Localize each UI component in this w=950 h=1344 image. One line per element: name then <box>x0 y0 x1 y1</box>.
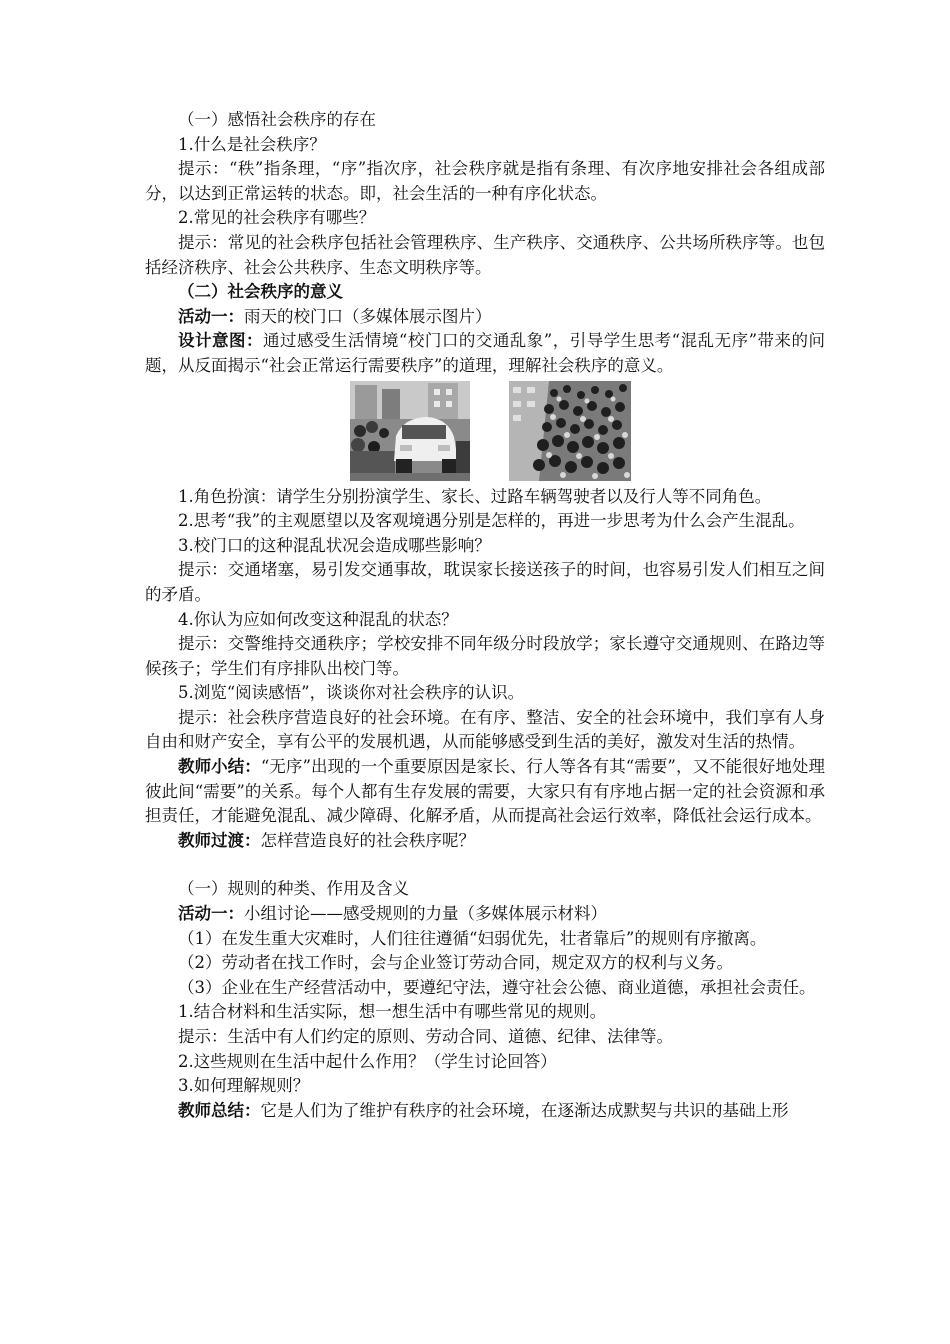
teacher-transition <box>145 829 825 854</box>
item-role-play: 1.角色扮演：请学生分别扮演学生、家长、过路车辆驾驶者以及行人等不同角色。 <box>178 486 772 506</box>
teacher-conclusion <box>145 1099 825 1124</box>
section-heading-significance: （二）社会秩序的意义 <box>178 282 343 302</box>
activity-label: 活动一： <box>178 904 244 924</box>
item-reading-question: 5.浏览“阅读感悟”，谈谈你对社会秩序的认识。 <box>178 683 525 703</box>
section-spacer <box>145 853 825 877</box>
photo-row <box>145 381 825 481</box>
section-heading-existence: （一）感悟社会秩序的存在 <box>178 110 376 129</box>
activity-group-discussion <box>145 902 825 927</box>
item-think-me: 2.思考“我”的主观愿望以及客观境遇分别是怎样的，再进一步思考为什么会产生混乱。 <box>178 511 805 531</box>
activity-label: 活动一： <box>178 306 244 326</box>
design-intent-label: 设计意图： <box>178 331 263 351</box>
section-heading-rules: （一）规则的种类、作用及含义 <box>178 879 409 899</box>
item-impact-question: 3.校门口的这种混乱状况会造成哪些影响？ <box>178 535 491 555</box>
rules-question-common: 1.结合材料和生活实际，想一想生活中有哪些常见的规则。 <box>178 1002 607 1022</box>
material-item: （2）劳动者在找工作时，会与企业签订劳动合同，规定双方的权利与义务。 <box>178 953 733 973</box>
document-body <box>145 108 825 1123</box>
item-change-question: 4.你认为应如何改变这种混乱的状态？ <box>178 609 458 629</box>
teacher-summary-label: 教师小结： <box>178 757 261 777</box>
school-gate-traffic-photo <box>350 381 470 481</box>
teacher-transition-label: 教师过渡： <box>178 830 261 850</box>
question-common-orders: 2.常见的社会秩序有哪些？ <box>178 208 376 228</box>
teacher-conclusion-label: 教师总结： <box>178 1100 261 1120</box>
design-intent <box>145 329 825 378</box>
crowded-street-photo <box>509 381 631 481</box>
rules-question-role: 2.这些规则在生活中起什么作用？（学生讨论回答） <box>178 1051 557 1071</box>
activity-rainy-gate <box>145 305 825 330</box>
answer-what-is-order: 提示：“秩”指条理，“序”指次序，社会秩序就是指有条理、有次序地安排社会各组成部分，以达到正常运转的状态。即，社会生活的一种有序化状态。 <box>145 159 825 203</box>
item-reading-answer: 提示：社会秩序营造良好的社会环境。在有序、整洁、安全的社会环境中，我们享有人身自由和财产安全，享有公平的发展机遇，从而能够感受到生活的美好，激发对生活的热情。 <box>145 707 825 752</box>
teacher-summary-text: “无序”出现的一个重要原因是家长、行人等各有其“需要”，又不能很好地处理彼此间“需要”的关系。每个人都有生存发展的需要，大家只有有序地占据一定的社会资源和承担责任，才能避免混乱、减少障碍、化解矛盾，从而提高社会运行效率，降低社会运行成本。 <box>145 757 825 826</box>
activity-text: 雨天的校门口（多媒体展示图片） <box>244 306 492 326</box>
teacher-conclusion-text: 它是人们为了维护有秩序的社会环境，在逐渐达成默契与共识的基础上形 <box>260 1100 789 1120</box>
teacher-summary <box>145 755 825 829</box>
item-change-answer: 提示：交警维持交通秩序；学校安排不同年级分时段放学；家长遵守交通规则、在路边等候孩子；学生们有序排队出校门等。 <box>145 634 825 678</box>
design-intent-text: 通过感受生活情境“校门口的交通乱象”，引导学生思考“混乱无序”带来的问题，从反面揭示“社会正常运行需要秩序”的道理，理解社会秩序的意义。 <box>145 331 825 375</box>
activity-text: 小组讨论——感受规则的力量（多媒体展示材料） <box>244 904 607 924</box>
question-what-is-order: 1.什么是社会秩序？ <box>178 134 326 154</box>
material-item: （3）企业在生产经营活动中，要遵纪守法，遵守社会公德、商业道德，承担社会责任。 <box>178 977 816 997</box>
rules-question-understand: 3.如何理解规则？ <box>178 1076 310 1096</box>
rules-answer-common: 提示：生活中有人们约定的原则、劳动合同、道德、纪律、法律等。 <box>178 1027 673 1046</box>
answer-common-orders: 提示：常见的社会秩序包括社会管理秩序、生产秩序、交通秩序、公共场所秩序等。也包括经济秩序、社会公共秩序、生态文明秩序等。 <box>145 232 825 277</box>
material-item: （1）在发生重大灾难时，人们往往遵循“妇弱优先，壮者靠后”的规则有序撤离。 <box>178 928 767 948</box>
teacher-transition-text: 怎样营造良好的社会秩序呢？ <box>260 830 475 850</box>
item-impact-answer: 提示：交通堵塞，易引发交通事故，耽误家长接送孩子的时间，也容易引发人们相互之间的矛盾。 <box>145 560 825 604</box>
